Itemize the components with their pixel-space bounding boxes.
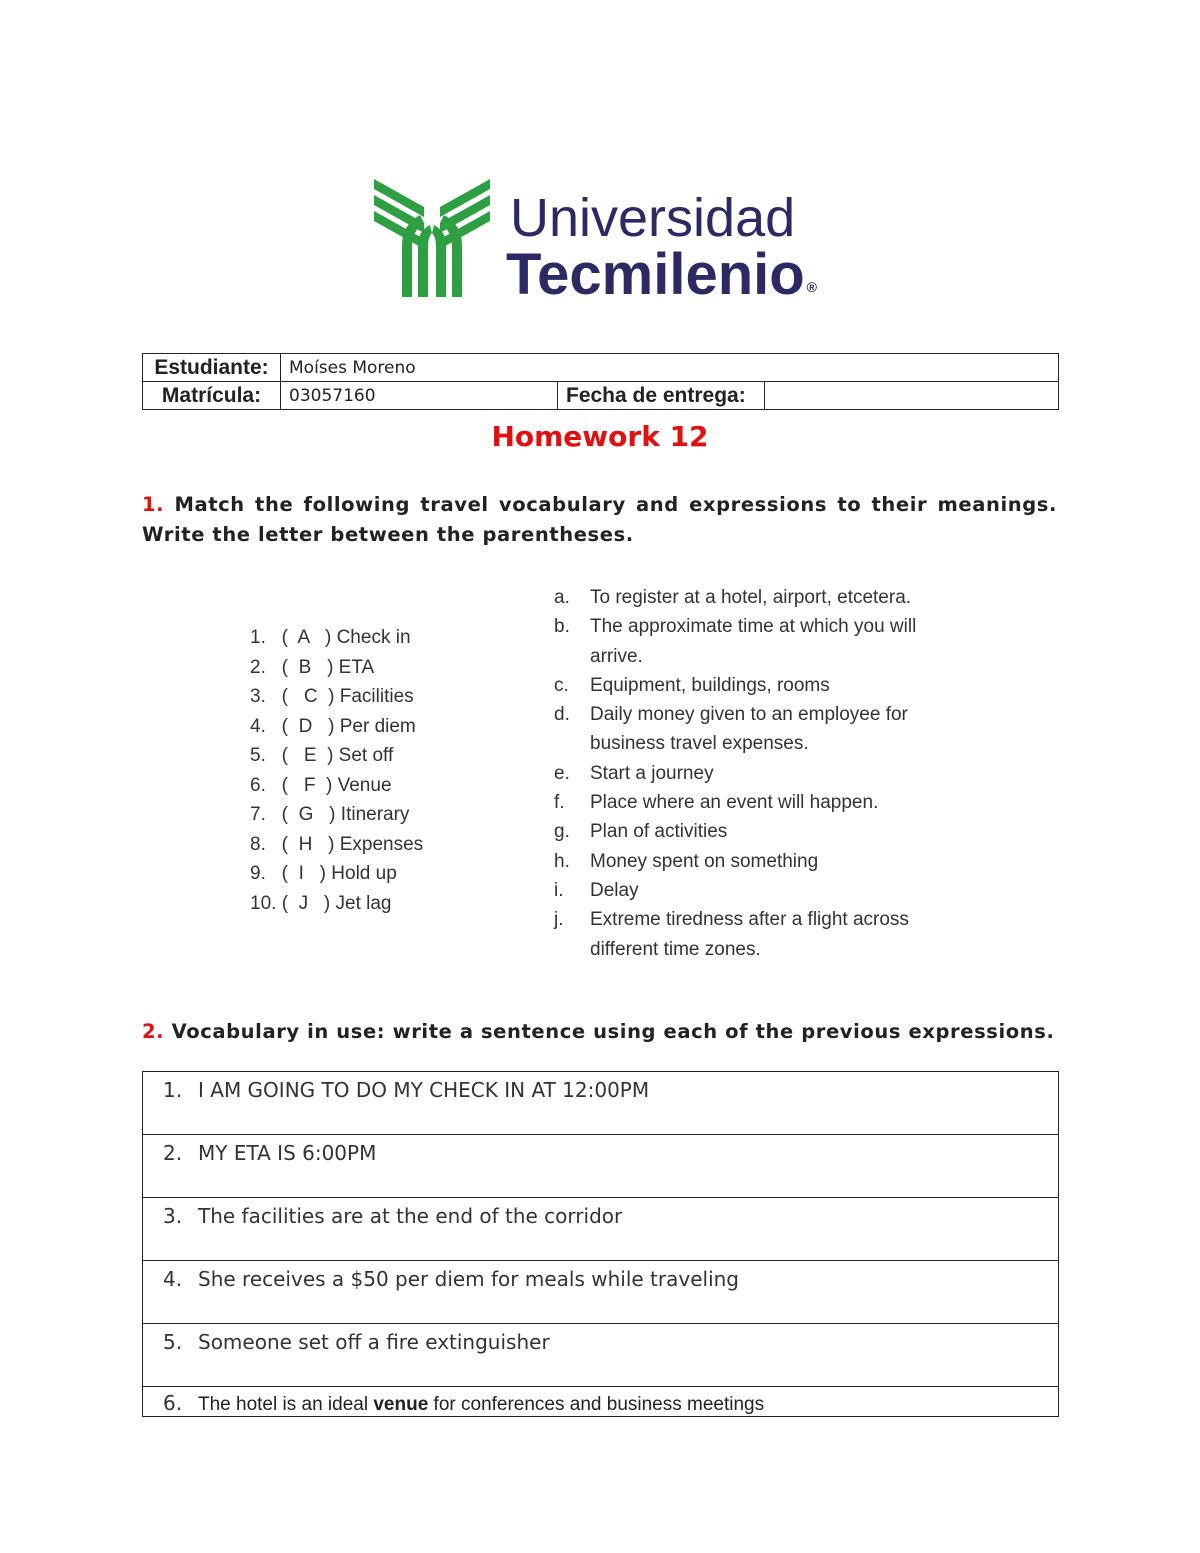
meaning-item: [554, 671, 954, 700]
table-row: [143, 1135, 1059, 1198]
sentence-cell: [143, 1324, 1059, 1387]
meaning-letter: c.: [554, 674, 569, 696]
term-item: 7. ( G ) Itinerary: [250, 804, 410, 825]
terms-list: [250, 626, 423, 921]
meaning-letter: b.: [554, 616, 570, 638]
sentence-text: The facilities are at the end of the corridor: [198, 1204, 623, 1228]
table-row: [143, 1261, 1059, 1324]
term-item: 2. ( B ) ETA: [250, 656, 375, 678]
sentence-number: 4.: [163, 1267, 183, 1291]
date-value: [765, 382, 1059, 410]
meaning-item: [554, 759, 954, 788]
sentence-cell: [143, 1072, 1059, 1135]
sentence-text: Someone set off a fire extinguisher: [198, 1330, 550, 1354]
sentence-number: 1.: [163, 1078, 183, 1102]
page-title: Homework 12: [491, 420, 709, 453]
term-item: 6. ( F ) Venue: [250, 774, 392, 796]
sentence-text: She receives a $50 per diem for meals while traveling: [198, 1267, 740, 1291]
meaning-letter: e.: [554, 762, 570, 784]
question-1-number: 1.: [142, 493, 165, 516]
sentence-bold-word: venue: [373, 1394, 429, 1415]
meaning-item: [554, 905, 954, 964]
meaning-text: Plan of activities: [590, 821, 728, 843]
meaning-letter: h.: [554, 850, 570, 872]
meaning-letter: g.: [554, 821, 570, 843]
meaning-text: Start a journey: [590, 762, 714, 784]
meaning-item: [554, 847, 954, 876]
term-item: 1. ( A ) Check in: [250, 627, 411, 648]
sentence-text: [198, 1394, 764, 1415]
sentence-cell: [143, 1198, 1059, 1261]
student-value: Moíses Moreno: [281, 354, 1059, 382]
sentence-text: I AM GOING TO DO MY CHECK IN AT 12:00PM: [198, 1078, 650, 1102]
meaning-letter: a.: [554, 587, 570, 608]
meaning-item: [554, 612, 954, 671]
sentences-table: [142, 1071, 1059, 1417]
table-row: [143, 1387, 1059, 1417]
table-row: [143, 1072, 1059, 1135]
meaning-text: Equipment, buildings, rooms: [590, 674, 830, 696]
meaning-letter: f.: [554, 792, 565, 814]
logo-universidad-text: Universidad: [510, 188, 796, 248]
term-item: 3. ( C ) Facilities: [250, 686, 414, 707]
id-value: 03057160: [281, 382, 558, 410]
university-logo: [372, 175, 832, 305]
meaning-item: [554, 817, 954, 846]
meaning-item: [554, 788, 954, 817]
meaning-letter: i.: [554, 879, 564, 901]
sentence-text-part: for conferences and business meetings: [428, 1394, 765, 1415]
logo-tecmilenio-text: Tecmilenio ®: [506, 242, 817, 307]
sentence-cell: [143, 1135, 1059, 1198]
term-item: 9. ( I ) Hold up: [250, 863, 397, 884]
meaning-text: To register at a hotel, airport, etcetera.: [590, 587, 912, 608]
sentence-number: 3.: [163, 1204, 183, 1228]
term-item: 8. ( H ) Expenses: [250, 833, 424, 855]
term-item: 10. ( J ) Jet lag: [250, 892, 392, 914]
sentence-number: 6.: [163, 1391, 183, 1415]
student-info-table: [142, 353, 1059, 410]
question-1-text: Match the following travel vocabulary and expressions to their meanings. Write the letter between the parentheses.: [142, 493, 1057, 546]
term-item: 5. ( E ) Set off: [250, 745, 394, 766]
meaning-text: Extreme tiredness after a flight across different time zones.: [590, 909, 909, 960]
meaning-text: Delay: [590, 879, 639, 901]
meaning-item: [554, 583, 954, 612]
meanings-list: [554, 583, 954, 964]
meaning-text: Place where an event will happen.: [590, 792, 879, 814]
table-row: [143, 1324, 1059, 1387]
sentence-number: 2.: [163, 1141, 183, 1165]
question-2: [142, 1017, 1057, 1047]
table-row: [143, 1198, 1059, 1261]
meaning-item: [554, 876, 954, 905]
registered-mark: ®: [806, 279, 817, 295]
id-label: Matrícula:: [143, 382, 281, 410]
meaning-text: Money spent on something: [590, 850, 819, 872]
sentence-cell: [143, 1261, 1059, 1324]
student-label: Estudiante:: [143, 354, 281, 382]
sentence-number: 5.: [163, 1330, 183, 1354]
question-2-number: 2.: [142, 1020, 165, 1043]
meaning-text: The approximate time at which you will arrive.: [590, 616, 917, 667]
sentence-text-part: The hotel is an ideal: [198, 1394, 374, 1415]
meaning-text: Daily money given to an employee for business travel expenses.: [590, 704, 908, 755]
meaning-item: [554, 700, 954, 759]
sentence-text: MY ETA IS 6:00PM: [198, 1141, 377, 1165]
meaning-letter: j.: [554, 909, 564, 931]
date-label: Fecha de entrega:: [558, 382, 765, 410]
sentence-cell: [143, 1387, 1059, 1417]
question-1: [142, 490, 1057, 550]
tecmilenio-logo-icon: [372, 175, 497, 300]
meaning-letter: d.: [554, 704, 570, 726]
term-item: 4. ( D ) Per diem: [250, 715, 416, 737]
question-2-text: Vocabulary in use: write a sentence using each of the previous expressions.: [171, 1020, 1055, 1043]
